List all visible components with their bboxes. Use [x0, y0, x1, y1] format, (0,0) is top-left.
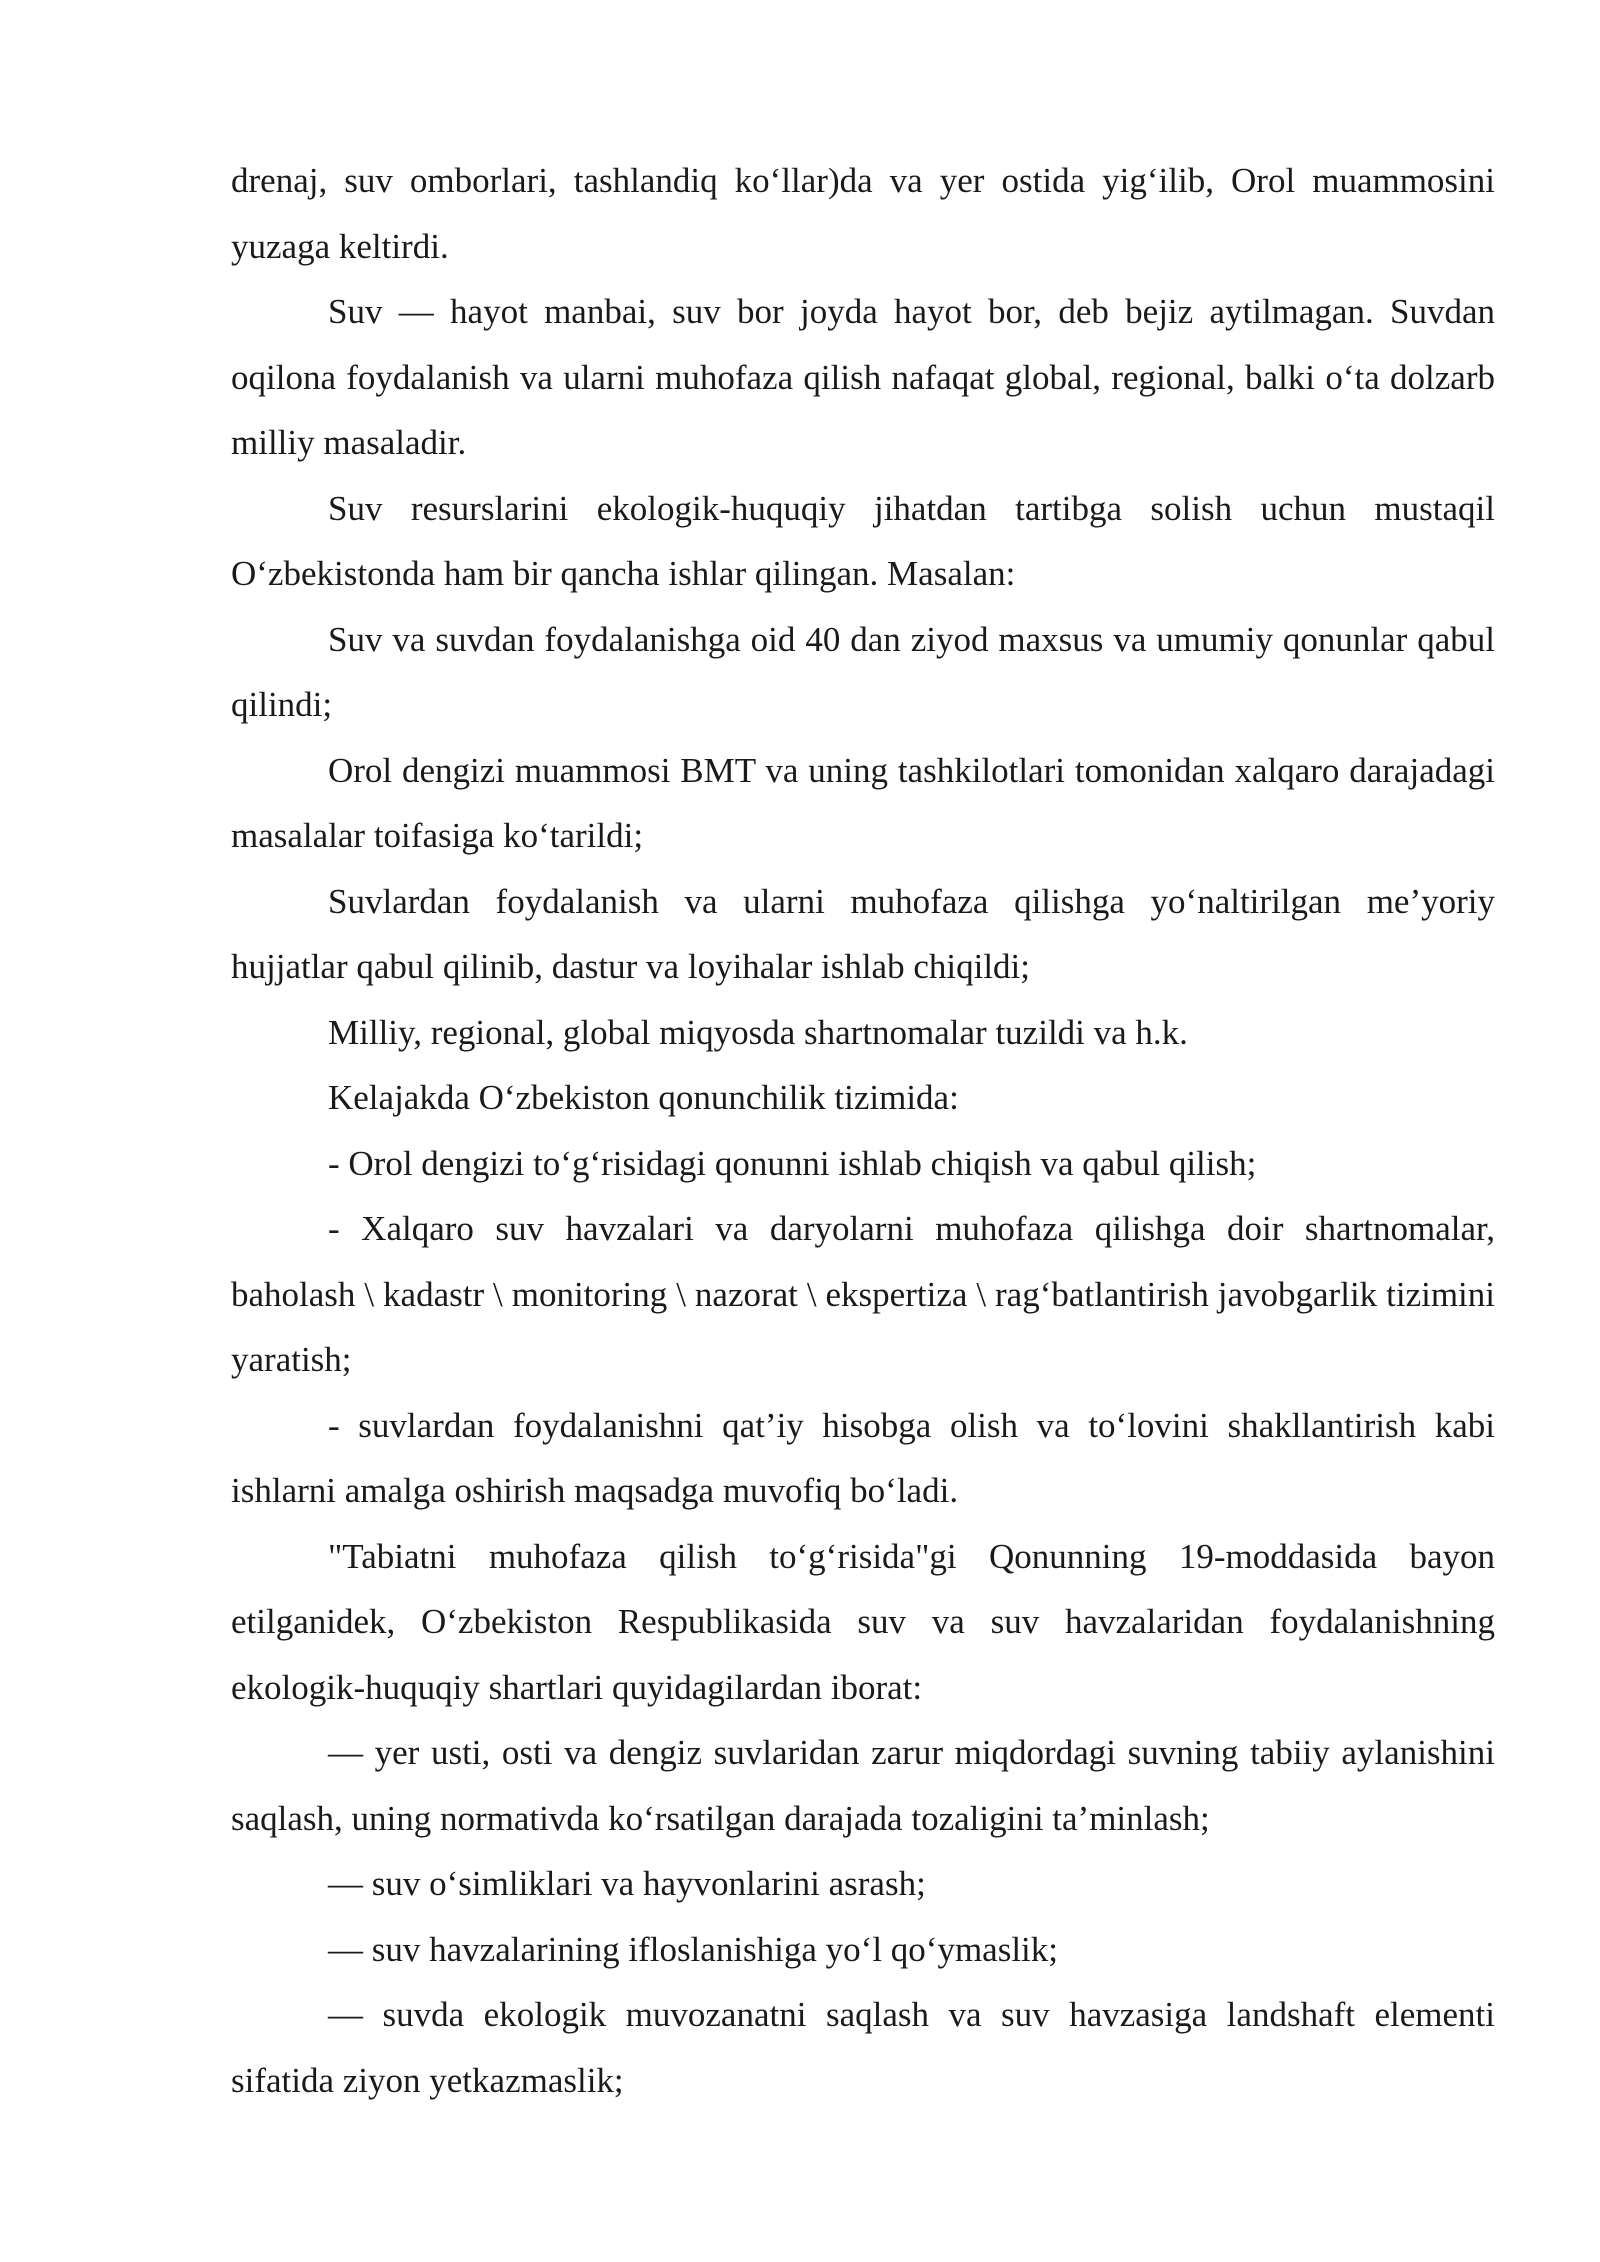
list-item: - suvlardan foydalanishni qat’iy hisobga olish va to‘lovini shakllantirish kabi ishlarni amalga oshirish maqsadga muvofiq bo‘ladi.	[231, 1405, 1495, 1510]
paragraph: Milliy, regional, global miqyosda shartnomalar tuzildi va h.k.	[328, 1012, 1188, 1052]
paragraph: "Tabiatni muhofaza qilish to‘g‘risida"gi Qonunning 19-moddasida bayon etilganidek, O‘zbekiston Respublikasida suv va suv havzalaridan foydalanishning ekologik-huquqiy shartlari quyidagilardan iborat:	[231, 1536, 1495, 1707]
paragraph: Suv — hayot manbai, suv bor joyda hayot bor, deb bejiz aytilmagan. Suvdan oqilona foydalanish va ularni muhofaza qilish nafaqat global, regional, balki o‘ta dolzarb milliy masaladir.	[231, 292, 1495, 462]
list-item: — suv havzalarining ifloslanishiga yo‘l qo‘ymaslik;	[328, 1929, 1059, 1969]
paragraph: Suv va suvdan foydalanishga oid 40 dan ziyod maxsus va umumiy qonunlar qabul qilindi;	[231, 619, 1495, 724]
list-item: - Xalqaro suv havzalari va daryolarni muhofaza qilishga doir shartnomalar, baholash \ kadastr \ monitoring \ nazorat \ ekspertiza \ rag‘batlantirish javobgarlik tizimini yaratish;	[231, 1209, 1495, 1379]
list-item: — yer usti, osti va dengiz suvlaridan zarur miqdordagi suvning tabiiy aylanishini saqlash, uning normativda ko‘rsatilgan darajada tozaligini ta’minlash;	[231, 1733, 1495, 1838]
paragraph: Orol dengizi muammosi BMT va uning tashkilotlari tomonidan xalqaro darajadagi masalalar toifasiga ko‘tarildi;	[231, 750, 1495, 855]
list-item: — suvda ekologik muvozanatni saqlash va suv havzasiga landshaft elementi sifatida ziyon yetkazmaslik;	[231, 1995, 1495, 2100]
list-item: — suv o‘simliklari va hayvonlarini asrash;	[328, 1864, 926, 1903]
paragraph: Suv resurslarini ekologik-huquqiy jihatdan tartibga solish uchun mustaqil O‘zbekistonda ham bir qancha ishlar qilingan. Masalan:	[231, 488, 1495, 593]
document-page	[231, 148, 1495, 2113]
paragraph: Kelajakda O‘zbekiston qonunchilik tizimida:	[328, 1078, 959, 1117]
paragraph-continuation: drenaj, suv omborlari, tashlandiq ko‘llar)da va yer ostida yig‘ilib, Orol muammosini yuzaga keltirdi.	[231, 161, 1495, 266]
list-item: - Orol dengizi to‘g‘risidagi qonunni ishlab chiqish va qabul qilish;	[328, 1143, 1257, 1183]
paragraph: Suvlardan foydalanish va ularni muhofaza qilishga yo‘naltirilgan me’yoriy hujjatlar qabul qilinib, dastur va loyihalar ishlab chiqildi;	[231, 881, 1495, 986]
